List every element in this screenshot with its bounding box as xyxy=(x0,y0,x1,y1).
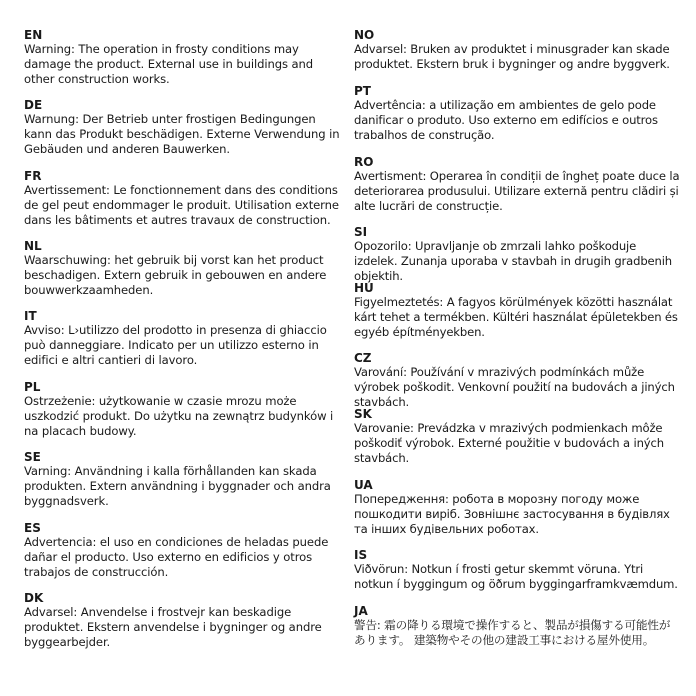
entry-fr xyxy=(24,169,346,228)
warning-text: Ostrzeżenie: użytkowanie w czasie mrozu może uszkodzić produkt. Do użytku na zewnątrz budynków i na placach budowy. xyxy=(24,394,334,438)
warning-text: Warning: The operation in frosty conditions may damage the product. External use in buildings and other construction works. xyxy=(24,42,314,86)
language-code: ES xyxy=(24,521,41,535)
entry-dk xyxy=(24,591,346,650)
language-code: FR xyxy=(24,169,42,183)
entry-pl xyxy=(24,380,346,439)
warning-text: 警告: 霜の降りる環境で操作すると、製品が損傷する可能性があります。 建築物やその他の建設工事における屋外使用。 xyxy=(354,618,671,647)
language-code: CZ xyxy=(354,351,372,365)
warning-text: Viðvörun: Notkun í frosti getur skemmt vöruna. Ytri notkun í byggingum og öðrum byggingarframkvæmdum. xyxy=(354,562,678,591)
entry-nl xyxy=(24,239,346,298)
warning-text: Waarschuwing: het gebruik bij vorst kan het product beschadigen. Extern gebruik in gebouwen en andere bouwwerkzaamheden. xyxy=(24,253,327,297)
entry-de xyxy=(24,98,346,157)
entry-cz xyxy=(354,351,680,410)
language-code: PL xyxy=(24,380,41,394)
language-code: UA xyxy=(354,478,373,492)
warning-text: Warnung: Der Betrieb unter frostigen Bedingungen kann das Produkt beschädigen. Externe Verwendung in Gebäuden und anderen Bauwerken. xyxy=(24,112,340,156)
entry-ja xyxy=(354,604,680,648)
warning-text: Advertencia: el uso en condiciones de heladas puede dañar el producto. Uso externo en edificios y otros trabajos de construcción. xyxy=(24,535,329,579)
language-code: DE xyxy=(24,98,43,112)
entry-hu xyxy=(354,281,680,340)
entry-es xyxy=(24,521,346,580)
warning-text: Figyelmeztetés: A fagyos körülmények közötti használat kárt tehet a termékben. Kültéri használat épületekben és egyéb építményekben. xyxy=(354,295,678,339)
entry-ua xyxy=(354,478,680,537)
language-code: RO xyxy=(354,155,374,169)
language-code: SK xyxy=(354,407,372,421)
entry-ro xyxy=(354,155,680,214)
language-code: HU xyxy=(354,281,374,295)
warning-text: Varning: Användning i kalla förhållanden kan skada produkten. Extern användning i byggnader och andra byggnadsverk. xyxy=(24,464,331,508)
warning-text: Varování: Používání v mrazivých podmínkách může výrobek poškodit. Venkovní použití na budovách a jiných stavbách. xyxy=(354,365,675,409)
entry-se xyxy=(24,450,346,509)
language-code: SE xyxy=(24,450,41,464)
warning-text: Попередження: робота в морозну погоду може пошкодити виріб. Зовнішнє застосування в будівлях та інших будівельних роботах. xyxy=(354,492,670,536)
warning-text: Avertissement: Le fonctionnement dans des conditions de gel peut endommager le produit. Utilisation externe dans les bâtiments et autres travaux de construction. xyxy=(24,183,339,227)
warning-text: Advarsel: Anvendelse i frostvejr kan beskadige produktet. Ekstern anvendelse i bygninger og andre byggearbejder. xyxy=(24,605,322,649)
entry-pt xyxy=(354,84,680,143)
language-code: SI xyxy=(354,225,368,239)
warning-text: Avertisment: Operarea în condiții de îngheț poate duce la deteriorarea produsului. Utilizare externă pentru clădiri și alte lucrări de construcție. xyxy=(354,169,680,213)
language-code: NO xyxy=(354,28,375,42)
language-code: PT xyxy=(354,84,371,98)
entry-en xyxy=(24,28,346,87)
warning-text: Opozorilo: Upravljanje ob zmrzali lahko poškoduje izdelek. Zunanja uporaba v stavbah in drugih gradbenih objektih. xyxy=(354,239,672,283)
language-code: NL xyxy=(24,239,42,253)
language-code: EN xyxy=(24,28,43,42)
entry-no xyxy=(354,28,680,72)
entry-it xyxy=(24,309,346,368)
entry-is xyxy=(354,548,680,592)
entry-sk xyxy=(354,407,680,466)
entry-si xyxy=(354,225,680,284)
language-code: DK xyxy=(24,591,44,605)
warning-text: Advarsel: Bruken av produktet i minusgrader kan skade produktet. Ekstern bruk i bygninger og andre byggverk. xyxy=(354,42,670,71)
warning-text: Varovanie: Prevádzka v mrazivých podmienkach môže poškodiť výrobok. Externé použitie v budovách a iných stavbách. xyxy=(354,421,664,465)
warning-text: Advertência: a utilização em ambientes de gelo pode danificar o produto. Uso externo em edifícios e outros trabalhos de construção. xyxy=(354,98,658,142)
language-code: JA xyxy=(354,604,368,618)
warning-text: Avviso: L›utilizzo del prodotto in presenza di ghiaccio può danneggiare. Indicato per un utilizzo esterno in edifici e altri cantieri di lavoro. xyxy=(24,323,327,367)
language-code: IT xyxy=(24,309,37,323)
language-code: IS xyxy=(354,548,368,562)
